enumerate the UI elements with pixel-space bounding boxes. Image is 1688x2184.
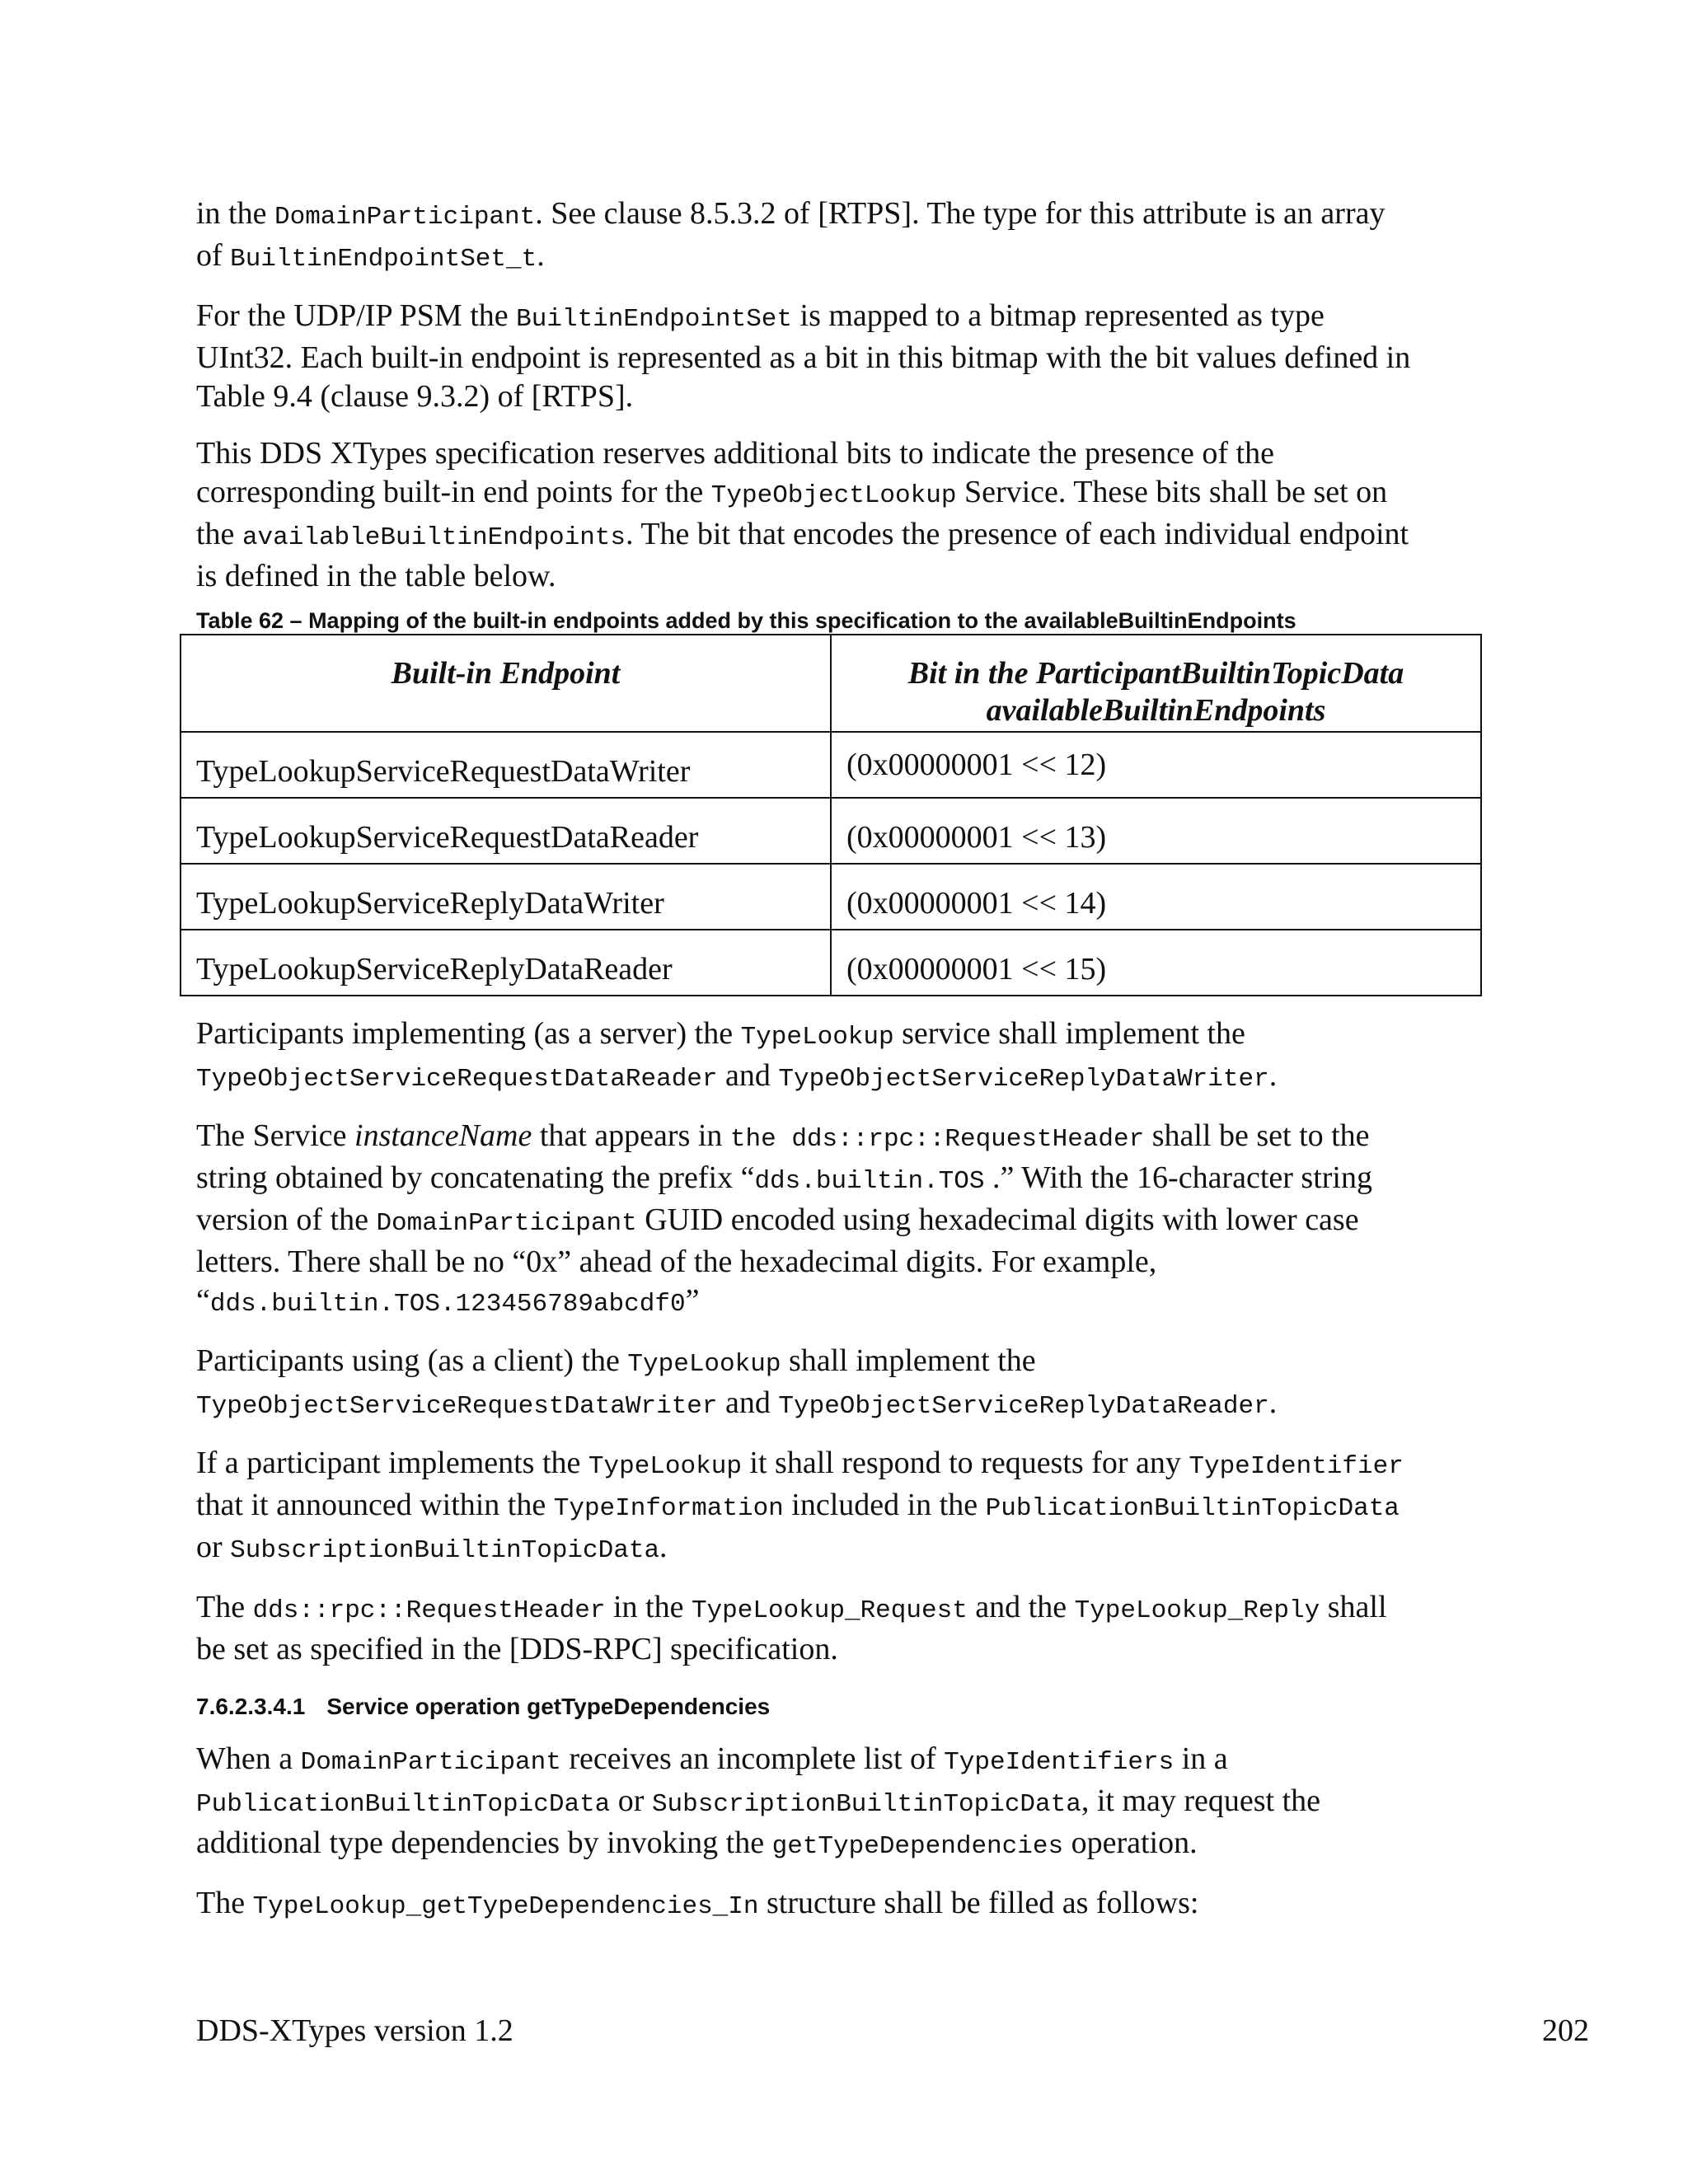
table-header-row xyxy=(181,635,1481,732)
paragraph-request-header: The dds::rpc::RequestHeader in the TypeLookup_Request and the TypeLookup_Reply shall be set as specified in the [DDS-RPC] specification. xyxy=(196,1590,1387,1666)
table-row xyxy=(181,930,1481,996)
paragraph-reserved-bits: This DDS XTypes specification reserves additional bits to indicate the presence of the corresponding built-in end points for the TypeObjectLookup Service. These bits shall be set on the availableBuiltinEndpoints. The bit that encodes the presence of each individual endpoint is defined in the table below. xyxy=(196,436,1409,593)
cell-endpoint: TypeLookupServiceReplyDataReader xyxy=(181,930,831,996)
table-row xyxy=(181,864,1481,930)
code-reply-data-writer: TypeObjectServiceReplyDataWriter xyxy=(778,1065,1269,1094)
footer-page-number: 202 xyxy=(1542,2013,1589,2048)
code-domain-participant: DomainParticipant xyxy=(300,1748,561,1777)
code-domain-participant: DomainParticipant xyxy=(274,203,536,232)
code-publication-builtin-topic-data: PublicationBuiltinTopicData xyxy=(196,1790,611,1819)
cell-endpoint: TypeLookupServiceRequestDataReader xyxy=(181,798,831,864)
cell-endpoint: TypeLookupServiceRequestDataWriter xyxy=(181,732,831,798)
code-type-lookup: TypeLookup xyxy=(588,1452,742,1481)
code-request-header: dds::rpc::RequestHeader xyxy=(252,1596,606,1625)
cell-bit: (0x00000001 << 13) xyxy=(831,798,1481,864)
code-get-type-dependencies-in: TypeLookup_getTypeDependencies_In xyxy=(252,1892,759,1921)
section-number: 7.6.2.3.4.1 xyxy=(196,1694,306,1719)
paragraph-incomplete-list: When a DomainParticipant receives an incomplete list of TypeIdentifiers in a PublicationBuiltinTopicData or SubscriptionBuiltinTopicData, it may request the additional type dependencies by invoking the getTypeDependencies operation. xyxy=(196,1741,1321,1861)
paragraph-client-implementation: Participants using (as a client) the TypeLookup shall implement the TypeObjectServiceRequestDataWriter and TypeObjectServiceReplyDataReader. xyxy=(196,1343,1278,1421)
code-type-lookup-reply: TypeLookup_Reply xyxy=(1074,1596,1320,1625)
code-available-builtin-endpoints: availableBuiltinEndpoints xyxy=(241,523,626,552)
cell-bit: (0x00000001 << 15) xyxy=(831,930,1481,996)
header-built-in-endpoint: Built-in Endpoint xyxy=(181,635,831,732)
code-type-lookup: TypeLookup xyxy=(627,1350,781,1379)
section-heading xyxy=(196,1694,1498,1720)
code-type-lookup-request: TypeLookup_Request xyxy=(691,1596,968,1625)
code-request-data-writer: TypeObjectServiceRequestDataWriter xyxy=(196,1392,718,1421)
code-request-data-reader: TypeObjectServiceRequestDataReader xyxy=(196,1065,718,1094)
code-reply-data-reader: TypeObjectServiceReplyDataReader xyxy=(778,1392,1269,1421)
cell-bit: (0x00000001 << 14) xyxy=(831,864,1481,930)
table-row xyxy=(181,732,1481,798)
code-builtin-endpoint-set: BuiltinEndpointSet xyxy=(516,305,793,334)
paragraph-instance-name: The Service instanceName that appears in the dds::rpc::RequestHeader shall be set to the string obtained by concatenating the prefix “dds.builtin.TOS .” With the 16-character string version of the DomainParticipant GUID encoded using hexadecimal digits with lower case letters. There shall be no “0x” ahead of the hexadecimal digits. For example, “dds.builtin.TOS.123456789abcdf0” xyxy=(196,1118,1372,1319)
table-row xyxy=(181,798,1481,864)
code-publication-builtin-topic-data: PublicationBuiltinTopicData xyxy=(985,1494,1400,1523)
code-builtin-endpoint-set-t: BuiltinEndpointSet_t xyxy=(230,245,537,274)
paragraph-participant-array: in the DomainParticipant. See clause 8.5.3.2 of [RTPS]. The type for this attribute is an array of BuiltinEndpointSet_t. xyxy=(196,196,1386,274)
code-type-lookup: TypeLookup xyxy=(740,1023,894,1052)
header-bit: Bit in the ParticipantBuiltinTopicData availableBuiltinEndpoints xyxy=(831,635,1481,732)
paragraph-structure-filled: The TypeLookup_getTypeDependencies_In structure shall be filled as follows: xyxy=(196,1886,1199,1921)
code-type-identifiers: TypeIdentifiers xyxy=(944,1748,1175,1777)
paragraph-server-implementation: Participants implementing (as a server) the TypeLookup service shall implement the TypeObjectServiceRequestDataReader and TypeObjectServiceReplyDataWriter. xyxy=(196,1016,1278,1094)
code-subscription-builtin-topic-data: SubscriptionBuiltinTopicData xyxy=(651,1790,1081,1819)
code-type-information: TypeInformation xyxy=(553,1494,784,1523)
section-title: Service operation getTypeDependencies xyxy=(326,1694,771,1719)
endpoint-mapping-table xyxy=(180,634,1482,996)
code-type-identifier: TypeIdentifier xyxy=(1189,1452,1404,1481)
code-tos-example: dds.builtin.TOS.123456789abcdf0 xyxy=(209,1290,686,1319)
footer-document-title: DDS-XTypes version 1.2 xyxy=(196,2013,513,2048)
code-tos-prefix: dds.builtin.TOS xyxy=(754,1167,985,1196)
page-content xyxy=(196,194,1498,1926)
paragraph-udp-psm: For the UDP/IP PSM the BuiltinEndpointSet is mapped to a bitmap represented as type UInt32. Each built-in endpoint is represented as a bit in this bitmap with the bit values defined in Table 9.4 (clause 9.3.2) of [RTPS]. xyxy=(196,298,1411,414)
paragraph-respond-requests: If a participant implements the TypeLookup it shall respond to requests for any TypeIdentifier that it announced within the TypeInformation included in the PublicationBuiltinTopicData or SubscriptionBuiltinTopicData. xyxy=(196,1446,1404,1565)
cell-bit: (0x00000001 << 12) xyxy=(831,732,1481,798)
code-subscription-builtin-topic-data: SubscriptionBuiltinTopicData xyxy=(230,1536,660,1565)
code-get-type-dependencies: getTypeDependencies xyxy=(771,1832,1064,1861)
table-caption: Table 62 – Mapping of the built-in endpoints added by this specification to the availableBuiltinEndpoints xyxy=(196,608,1296,633)
cell-endpoint: TypeLookupServiceReplyDataWriter xyxy=(181,864,831,930)
code-request-header: the dds::rpc::RequestHeader xyxy=(729,1125,1145,1154)
code-type-object-lookup: TypeObjectLookup xyxy=(710,481,957,510)
code-domain-participant: DomainParticipant xyxy=(376,1209,637,1238)
